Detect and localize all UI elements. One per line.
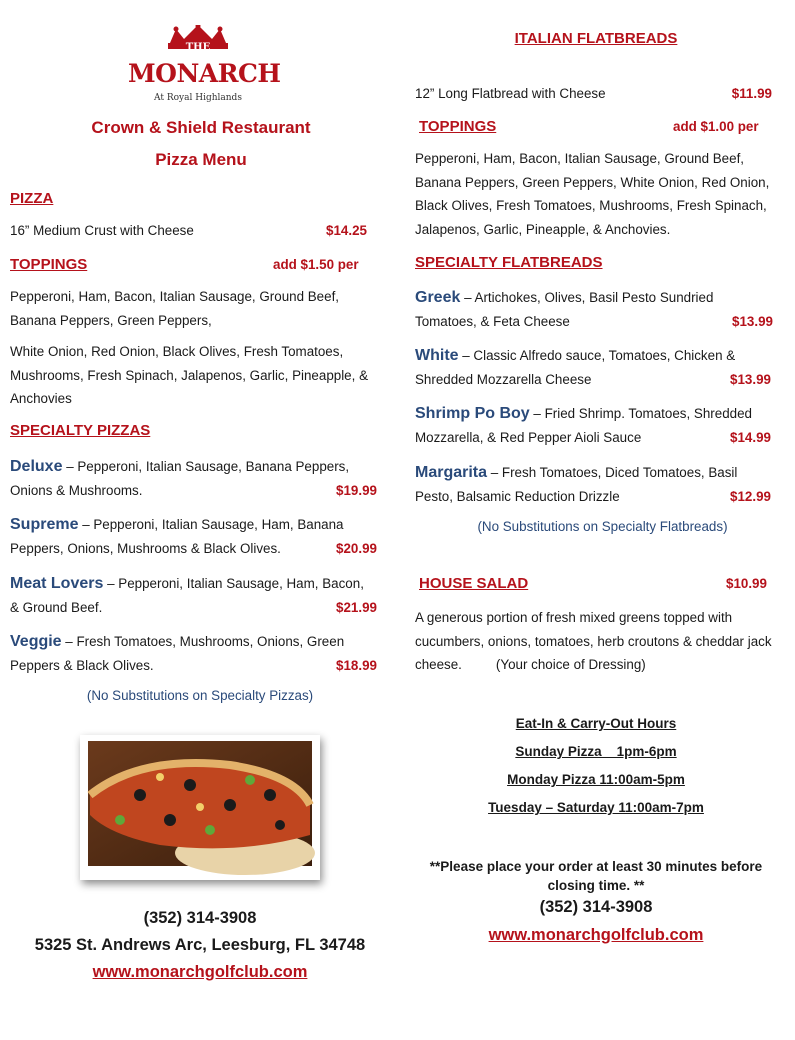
specialty-flatbread-desc-cont: Mozzarella, & Red Pepper Aioli Sauce bbox=[415, 429, 642, 445]
specialty-flatbread-price: $13.99 bbox=[730, 371, 771, 387]
logo-subtitle: At Royal Highlands bbox=[154, 93, 242, 103]
specialty-flatbread-desc: – Fresh Tomatoes, Diced Tomatoes, Basil bbox=[487, 465, 738, 480]
specialty-flatbread-desc-cont: Shredded Mozzarella Cheese bbox=[415, 371, 592, 387]
salad-desc: A generous portion of fresh mixed greens topped with cucumbers, onions, tomatoes, herb croutons & cheddar jack cheese. bbox=[415, 610, 772, 672]
hours-title: Eat-In & Carry-Out Hours bbox=[515, 716, 677, 731]
specialty-flatbreads-note: (No Substitutions on Specialty Flatbreads) bbox=[477, 519, 728, 534]
pizza-toppings-header bbox=[10, 256, 372, 274]
specialty-flatbread-price: $13.99 bbox=[732, 313, 773, 329]
flatbread-toppings-add: add $1.00 per bbox=[673, 119, 759, 134]
specialty-pizza-veggie bbox=[10, 630, 377, 677]
pizza-toppings-add: add $1.50 per bbox=[273, 257, 359, 272]
order-note: **Please place your order at least 30 minutes before closing time. ** bbox=[429, 859, 763, 893]
specialty-pizza-price: $20.99 bbox=[336, 540, 377, 556]
left-website-link[interactable]: www.monarchgolfclub.com bbox=[92, 963, 308, 981]
specialty-flatbread-margarita bbox=[415, 461, 771, 508]
salad-dressing: (Your choice of Dressing) bbox=[495, 657, 646, 672]
salad-header bbox=[415, 575, 785, 593]
specialty-pizza-price: $18.99 bbox=[336, 657, 377, 673]
pizza-base-row bbox=[10, 219, 367, 243]
specialty-pizzas-heading: SPECIALTY PIZZAS bbox=[10, 422, 151, 439]
flatbread-base-price: $11.99 bbox=[731, 86, 772, 101]
flatbread-base-item: 12” Long Flatbread with Cheese bbox=[415, 86, 606, 101]
hours-monday: Monday Pizza 11:00am-5pm bbox=[507, 772, 685, 787]
specialty-flatbread-name: Margarita bbox=[415, 464, 488, 481]
pizza-toppings-heading: TOPPINGS bbox=[10, 256, 88, 273]
pizza-toppings-list-2: White Onion, Red Onion, Black Olives, Fresh Tomatoes, Mushrooms, Fresh Spinach, Jalapenos, Garlic, Pineapple, & Anchovies bbox=[10, 344, 369, 406]
restaurant-title: Crown & Shield Restaurant bbox=[91, 118, 311, 137]
specialty-pizza-name: Meat Lovers bbox=[10, 575, 104, 592]
logo-top-text: THE bbox=[185, 42, 211, 53]
specialty-flatbread-price: $12.99 bbox=[730, 488, 771, 504]
flatbreads-heading: ITALIAN FLATBREADS bbox=[514, 30, 678, 47]
specialty-flatbread-price: $14.99 bbox=[730, 429, 771, 445]
menu-title: Pizza Menu bbox=[155, 150, 247, 169]
salad-heading: HOUSE SALAD bbox=[419, 575, 529, 592]
specialty-pizza-desc: – Pepperoni, Italian Sausage, Banana Peppers, bbox=[62, 459, 350, 474]
left-address: 5325 St. Andrews Arc, Leesburg, FL 34748 bbox=[34, 936, 366, 954]
specialty-flatbread-greek bbox=[415, 286, 773, 333]
pizza-photo-icon bbox=[80, 735, 320, 880]
specialty-flatbread-desc: – Artichokes, Olives, Basil Pesto Sundried bbox=[460, 290, 714, 305]
specialty-flatbread-desc-cont: Tomatoes, & Feta Cheese bbox=[415, 313, 570, 329]
right-phone: (352) 314-3908 bbox=[539, 898, 653, 916]
specialty-flatbread-name: White bbox=[415, 347, 459, 364]
specialty-pizza-supreme bbox=[10, 513, 377, 560]
specialty-flatbreads-heading: SPECIALTY FLATBREADS bbox=[415, 254, 603, 271]
specialty-flatbread-white bbox=[415, 344, 771, 391]
specialty-flatbread-name: Shrimp Po Boy bbox=[415, 405, 530, 422]
flatbread-toppings-header bbox=[415, 118, 785, 136]
flatbread-toppings-list: Pepperoni, Ham, Bacon, Italian Sausage, Ground Beef, Banana Peppers, Green Peppers, White Onion, Red Onion, Black Olives, Fresh Tomatoes, Mushrooms, Fresh Spinach, Jalapenos, Garlic, Pineapple, & Anchovies. bbox=[415, 151, 770, 237]
hours-sunday: Sunday Pizza 1pm-6pm bbox=[515, 744, 677, 759]
pizza-base-price: $14.25 bbox=[326, 223, 367, 238]
specialty-pizza-desc: – Fresh Tomatoes, Mushrooms, Onions, Green bbox=[61, 634, 345, 649]
specialty-pizza-name: Deluxe bbox=[10, 458, 63, 475]
salad-price: $10.99 bbox=[726, 576, 767, 591]
pizza-photo bbox=[80, 735, 320, 880]
right-website-link[interactable]: www.monarchgolfclub.com bbox=[488, 926, 704, 944]
left-phone: (352) 314-3908 bbox=[143, 909, 257, 927]
flatbread-toppings-heading: TOPPINGS bbox=[419, 118, 497, 135]
specialty-pizza-desc: – Pepperoni, Italian Sausage, Ham, Bacon, bbox=[103, 576, 364, 591]
logo-name: MONARCH bbox=[128, 59, 281, 88]
monarch-logo bbox=[128, 25, 281, 110]
pizza-base-item: 16” Medium Crust with Cheese bbox=[10, 223, 194, 238]
specialty-flatbread-desc-cont: Pesto, Balsamic Reduction Drizzle bbox=[415, 488, 620, 504]
salad-description bbox=[415, 606, 787, 677]
pizza-toppings-list-1: Pepperoni, Ham, Bacon, Italian Sausage, Ground Beef, Banana Peppers, Green Peppers, bbox=[10, 289, 340, 328]
specialty-pizza-meat-lovers bbox=[10, 572, 377, 619]
flatbread-base-row bbox=[415, 82, 772, 106]
specialty-pizza-price: $21.99 bbox=[336, 599, 377, 615]
specialty-flatbread-name: Greek bbox=[415, 289, 461, 306]
specialty-pizza-deluxe bbox=[10, 455, 377, 502]
specialty-flatbread-desc: – Classic Alfredo sauce, Tomatoes, Chicken & bbox=[458, 348, 736, 363]
specialty-pizza-desc-cont: Peppers, Onions, Mushrooms & Black Olives. bbox=[10, 540, 281, 556]
specialty-pizza-desc: – Pepperoni, Italian Sausage, Ham, Banana bbox=[78, 517, 344, 532]
specialty-pizza-desc-cont: Onions & Mushrooms. bbox=[10, 482, 143, 498]
hours-tue-sat: Tuesday – Saturday 11:00am-7pm bbox=[488, 800, 704, 815]
specialty-pizza-desc-cont: Peppers & Black Olives. bbox=[10, 657, 154, 673]
pizza-heading: PIZZA bbox=[10, 190, 54, 207]
specialty-pizza-desc-cont: & Ground Beef. bbox=[10, 599, 103, 615]
specialty-pizzas-note: (No Substitutions on Specialty Pizzas) bbox=[86, 688, 314, 703]
specialty-pizza-price: $19.99 bbox=[336, 482, 377, 498]
specialty-pizza-name: Veggie bbox=[10, 633, 62, 650]
specialty-pizza-name: Supreme bbox=[10, 516, 79, 533]
specialty-flatbread-desc: – Fried Shrimp. Tomatoes, Shredded bbox=[529, 406, 752, 421]
specialty-flatbread-shrimp-po-boy bbox=[415, 402, 771, 449]
